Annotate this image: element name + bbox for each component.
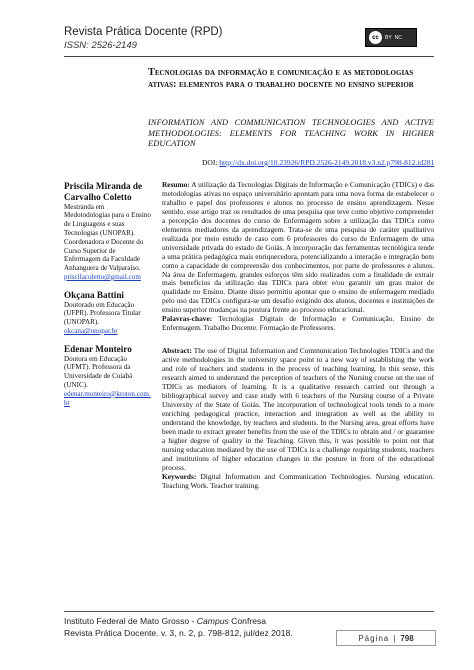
- author-2: [64, 290, 152, 336]
- nc-label: NC: [394, 34, 402, 41]
- author-1: [64, 181, 152, 282]
- author-affiliation: Doutora em Educação (UFMT). Professora da Universidade de Cuiabá (UNIC).: [64, 354, 133, 389]
- keywords-label: Keywords:: [162, 471, 197, 481]
- cc-license-badge: [365, 28, 417, 47]
- author-email[interactable]: okcana@unopar.br: [64, 326, 118, 335]
- by-label: BY: [385, 34, 392, 41]
- resumo-text: A utilização da Tecnologias Digitais de Informação e Comunicação (TDICs) e das metodologias ativas no espaço universitário apontam para uma nova forma de estabelecer o trabalho e papel dos professores e alunos no processo de ensino aprendizagem. Nesse sentido, esse artigo traz os resultados de uma pesquisa que teve como objetivo compreender a percepção dos docentes do curso de Enfermagem sobre a utilização das TDICs como elementos mediadores da aprendizagem. Trata-se de uma pesquisa de caráter qualitativo realizada por meio estudo de caso com 6 professores do curso de Enfermagem de uma universidade privada do estado de Goiás. A incorporação das ferramentas tecnológica tende a uma prática pedagógica mais enriquecedora, potencializando a interação e integração bem como a capacidade de compreensão dos conhecimentos, por parte de professores e alunos. Na área de Enfermagem, grandes esforços têm sido realizados com a finalidade de extrair mais benefícios da utilização das TDICs para obter e/ou garantir um grau maior de qualidade no Ensino. Diante disso permitiu apontar que o ensino de enfermagem mediado pelo uso das TDICs configura-se um desafio exigindo dos alunos, docentes e instituições de ensino superior mudanças na postura frente ao processo educacional.: [162, 180, 434, 315]
- keywords-text: Digital Information and Communication Technologies. Nursing education. Teaching Work. Teacher training.: [162, 471, 434, 490]
- palavras-chave-text: Tecnologias Digitais de Informação e Comunicação. Ensino de Enfermagem. Trabalho Docente. Formação de Professores.: [162, 314, 434, 333]
- campus-label: Campus: [196, 616, 229, 626]
- author-email[interactable]: priscilacoletto@gmail.com: [64, 272, 141, 281]
- footer-divider: [64, 611, 434, 612]
- abstract-text: The use of Digital Information and Communication Technologies TDICs and the active methodologies in the university space point to a new way of establishing the work and role of teachers and students in the process of teaching learning. In this sense, this research aimed to understand the perception of teachers of the Nursing course on the use of TDICs as mediators of learning. It is a qualitative research carried out through a bibliographical survey and case study with 6 teachers of the Nursing course of a Private University of the State of Goiás. The incorporation of technological tools tends to a more enriching pedagogical practice, interaction and integration as well as the ability to understand the knowledge, by teachers and students. In the Nursing area, great efforts have been made to extract greater benefits from the use of the TDICs to obtain and / or guarantee a higher degree of quality in the Teaching. Given this, it was possible to point out that nursing education mediated by the use of TDICs is a challenge requiring students, teachers and institutions of higher education changes in the posture in front of the educational process.: [162, 346, 434, 472]
- resumo-label: Resumo:: [162, 180, 190, 189]
- footer-citation: Revista Prática Docente. v. 3, n. 2, p. 798-812, jul/dez 2018.: [64, 627, 293, 638]
- keywords: [162, 473, 434, 491]
- footer-institution: [64, 616, 293, 628]
- page-separator: |: [393, 633, 397, 643]
- doi-line: [202, 158, 434, 167]
- doi-label: DOI:: [202, 158, 218, 167]
- palavras-chave: [162, 315, 434, 333]
- page-number: 798: [400, 633, 414, 643]
- footer: [64, 616, 293, 639]
- institution-name: Instituto Federal de Mato Grosso -: [64, 616, 197, 626]
- author-name: Edenar Monteiro: [64, 343, 132, 354]
- author-affiliation: Mestranda em Medotodologias para o Ensino de Linguagens e suas Tecnologias (UNOPAR). Coordenadora e Docente do Curso Superior de Enfermagem da Faculdade Anhanguera de Valparaíso.: [64, 202, 151, 273]
- author-name: Okçana Battini: [64, 289, 124, 300]
- main-text: [162, 181, 434, 490]
- abstract: [162, 347, 434, 472]
- article-title-en: INFORMATION AND COMMUNICATION TECHNOLOGIES AND ACTIVE METHODOLOGIES: ELEMENTS FOR TEACHING WORK IN HIGHER EDUCATION: [148, 118, 434, 148]
- page-label: Página: [358, 633, 390, 643]
- page-number-box: [336, 630, 436, 646]
- resumo: [162, 181, 434, 315]
- author-affiliation: Doutorado em Educação (UFPR). Professora Titular (UNOPAR).: [64, 300, 141, 327]
- issn: ISSN: 2526-2149: [64, 40, 137, 51]
- cc-icon: cc: [369, 31, 382, 44]
- author-3: [64, 344, 152, 408]
- author-name: Priscila Miranda de Carvalho Coletto: [64, 181, 143, 202]
- article-title: Tecnologias da informação e comunicação e as metodologias ativas: elementos para o trabalho docente no ensino superior: [148, 67, 414, 90]
- palavras-chave-label: Palavras-chave:: [162, 314, 213, 324]
- author-list: [64, 181, 152, 415]
- journal-name: Revista Prática Docente (RPD): [64, 26, 223, 38]
- campus-city: Confresa: [228, 616, 267, 626]
- doi-link[interactable]: http://dx.doi.org/10.23926/RPD.2526-2149.2018.v3.n2.p798-812.id281: [219, 158, 435, 167]
- abstract-label: Abstract:: [162, 346, 192, 356]
- author-email[interactable]: edenar.monteiro@kroton.com.br: [64, 389, 151, 407]
- header-divider: [64, 56, 434, 57]
